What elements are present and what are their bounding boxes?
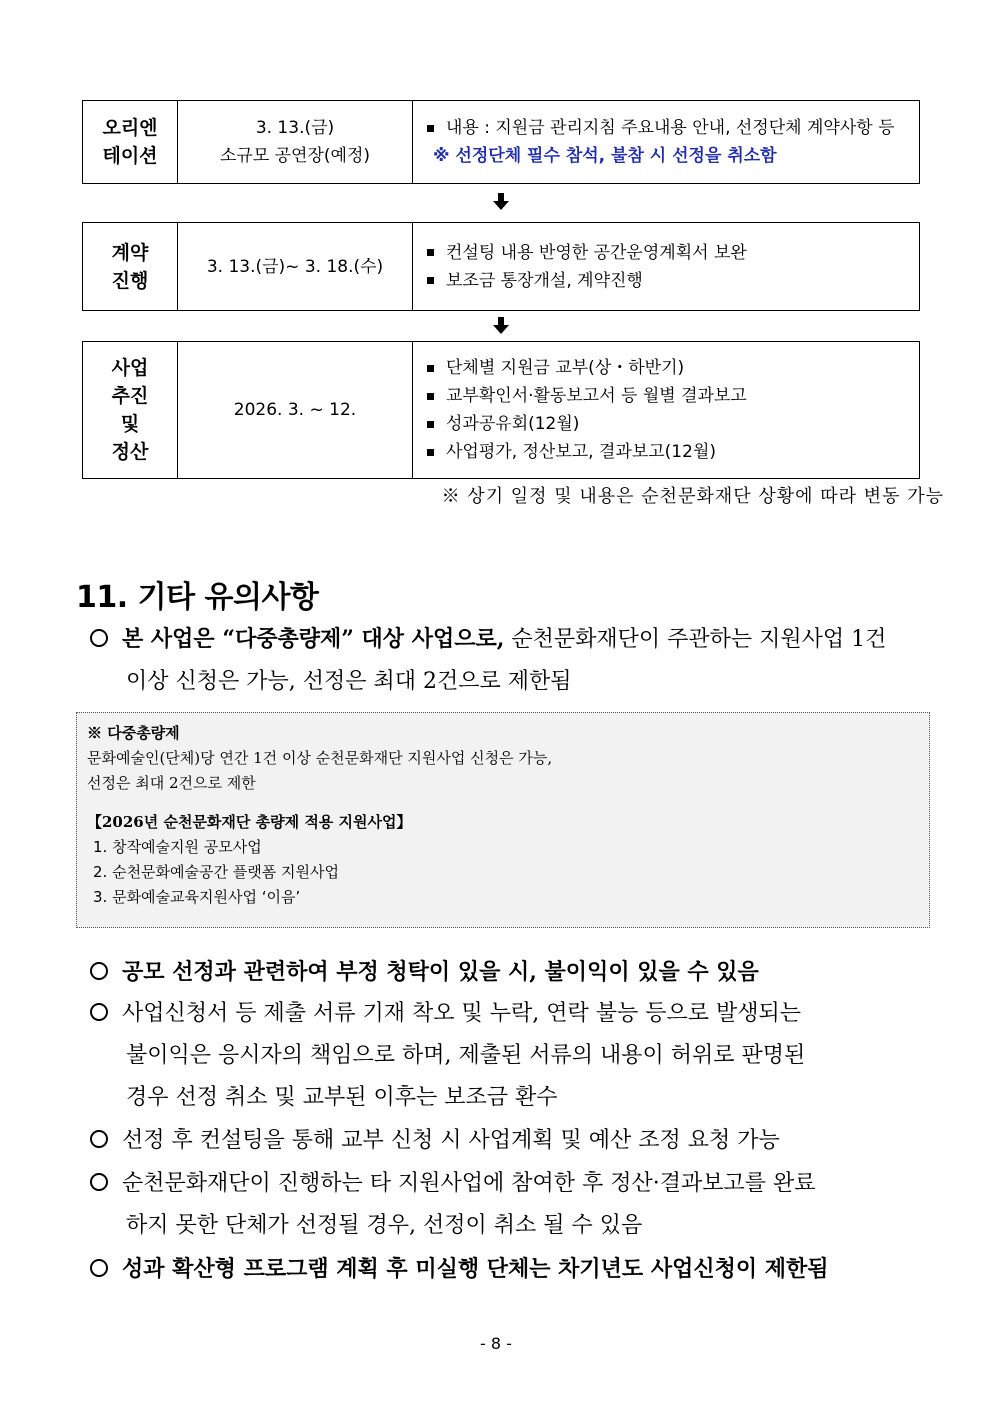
circle-bullet-icon — [90, 962, 108, 980]
list-item: 2. 순천문화예술공간 플랫폼 지원사업 — [93, 863, 339, 881]
square-bullet-icon — [427, 421, 434, 428]
notice-text: 사업신청서 등 제출 서류 기재 착오 및 누락, 연락 불능 등으로 발생되는 — [122, 1001, 801, 1026]
square-bullet-icon — [427, 277, 434, 284]
list-item: 1. 창작예술지원 공모사업 — [93, 838, 262, 856]
notice-text: 불이익은 응시자의 책임으로 하며, 제출된 서류의 내용이 허위로 판명된 — [126, 1043, 806, 1068]
circle-bullet-icon — [90, 1003, 108, 1021]
detail-item — [427, 267, 747, 295]
detail-item — [427, 239, 747, 267]
spacer — [87, 796, 919, 810]
notice-text: 성과 확산형 프로그램 계획 후 미실행 단체는 차기년도 사업신청이 제한됨 — [122, 1256, 829, 1282]
detail-item — [427, 410, 747, 438]
detail-item — [427, 114, 895, 142]
circle-bullet-icon — [90, 1130, 108, 1148]
detail-item — [427, 438, 747, 466]
detail-text: 사업평가, 정산보고, 결과보고(12월) — [446, 442, 716, 462]
section-heading: 11. 기타 유의사항 — [76, 580, 319, 615]
detail-item — [427, 354, 747, 382]
square-bullet-icon — [427, 393, 434, 400]
notice-text: 순천문화재단이 주관하는 지원사업 1건 — [504, 627, 887, 652]
info-box — [76, 712, 930, 928]
detail-text: 보조금 통장개설, 계약진행 — [446, 270, 643, 291]
stage-venue: 소규모 공연장(예정) — [219, 146, 371, 166]
circle-bullet-icon — [90, 1173, 108, 1191]
down-arrow-icon — [492, 317, 510, 335]
stage-label: 사업 추진 및 정산 — [83, 342, 178, 478]
circle-bullet-icon — [90, 1259, 108, 1277]
detail-text: 컨설팅 내용 반영한 공간운영계획서 보완 — [446, 242, 747, 263]
box-list-title: 【2026년 순천문화재단 총량제 적용 지원사업】 — [87, 813, 412, 831]
detail-text: 교부확인서·활동보고서 등 월별 결과보고 — [446, 386, 747, 406]
notice-item-5 — [90, 1163, 950, 1247]
square-bullet-icon — [427, 125, 434, 132]
detail-item — [427, 382, 747, 410]
down-arrow-icon — [492, 193, 510, 211]
detail-text: 성과공유회(12월) — [446, 414, 580, 434]
notice-bold-text: 본 사업은 “다중총량제” 대상 사업으로, — [122, 626, 505, 652]
detail-text: 단체별 지원금 교부(상・하반기) — [446, 358, 685, 378]
stage-details — [413, 101, 919, 183]
square-bullet-icon — [427, 365, 434, 372]
stage-date-cell — [178, 101, 413, 183]
page-number: - 8 - — [480, 1334, 512, 1353]
notice-text: 하지 못한 단체가 선정될 경우, 선정이 취소 될 수 있음 — [126, 1213, 643, 1238]
stage-label: 오리엔 테이션 — [83, 101, 178, 183]
box-title: ※ 다중총량제 — [87, 724, 180, 742]
square-bullet-icon — [427, 449, 434, 456]
square-bullet-icon — [427, 249, 434, 256]
list-item: 3. 문화예술교육지원사업 ‘이음’ — [93, 888, 301, 906]
stage-date: 2026. 3. ~ 12. — [178, 342, 413, 478]
notice-item-4 — [90, 1120, 950, 1162]
stage-details — [413, 342, 919, 478]
notice-text: 선정 후 컨설팅을 통해 교부 신청 시 사업계획 및 예산 조정 요청 가능 — [122, 1128, 780, 1153]
notice-item-6 — [90, 1248, 950, 1290]
notice-item-3 — [90, 993, 950, 1119]
warning-note: ※ 선정단체 필수 참석, 불참 시 선정을 취소함 — [433, 146, 777, 166]
schedule-row-execution — [82, 341, 920, 479]
circle-bullet-icon — [90, 629, 108, 647]
notice-text: 공모 선정과 관련하여 부정 청탁이 있을 시, 불이익이 있을 수 있음 — [122, 959, 759, 985]
detail-text: 내용 : 지원금 관리지침 주요내용 안내, 선정단체 계약사항 등 — [446, 118, 895, 138]
notice-text: 이상 신청은 가능, 선정은 최대 2건으로 제한됨 — [126, 669, 572, 694]
stage-date: 3. 13.(금)~ 3. 18.(수) — [178, 223, 413, 310]
stage-date: 3. 13.(금) — [255, 118, 335, 138]
notice-item-2 — [90, 951, 950, 993]
box-desc: 선정은 최대 2건으로 제한 — [87, 774, 256, 792]
schedule-row-contract — [82, 222, 920, 311]
stage-details — [413, 223, 919, 310]
schedule-row-orientation — [82, 100, 920, 184]
stage-label: 계약 진행 — [83, 223, 178, 310]
notice-item-1 — [90, 618, 950, 703]
notice-text: 경우 선정 취소 및 교부된 이후는 보조금 환수 — [126, 1085, 558, 1110]
schedule-note: ※ 상기 일정 및 내용은 순천문화재단 상황에 따라 변동 가능 — [441, 486, 944, 507]
box-desc: 문화예술인(단체)당 연간 1건 이상 순천문화재단 지원사업 신청은 가능, — [87, 749, 553, 767]
notice-text: 순천문화재단이 진행하는 타 지원사업에 참여한 후 정산·결과보고를 완료 — [122, 1171, 816, 1196]
